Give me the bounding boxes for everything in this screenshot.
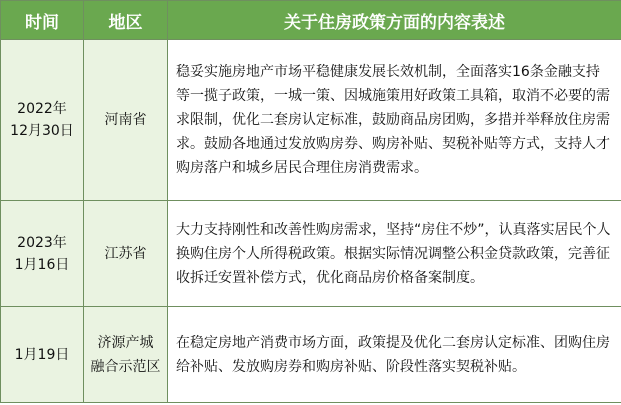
time-line: 12月30日 bbox=[10, 123, 74, 139]
time-cell bbox=[1, 201, 84, 307]
table-row bbox=[1, 307, 621, 403]
content-cell bbox=[168, 307, 621, 403]
time-line: 1月19日 bbox=[14, 346, 70, 363]
region-line: 河南省 bbox=[104, 112, 147, 128]
time-line: 2023年 bbox=[17, 234, 67, 251]
region-cell bbox=[84, 201, 168, 307]
region-line: 济源产城 bbox=[97, 334, 154, 351]
table-row bbox=[1, 201, 621, 307]
content-cell bbox=[168, 201, 621, 307]
region-cell bbox=[84, 40, 168, 201]
content-text: 稳妥实施房地产市场平稳健康发展长效机制，全面落实16条金融支持等一揽子政策，一城一策、因城施策用好政策工具箱，取消不必要的需求限制，优化二套房认定标准，鼓励商品房团购，多措并举释放住房需求。鼓励各地通过发放购房券、购房补贴、契税补贴等方式，支持人才购房落户和城乡居民合理住房消费需求。 bbox=[176, 64, 610, 176]
content-cell bbox=[168, 40, 621, 201]
content-text: 在稳定房地产消费市场方面，政策提及优化二套房认定标准、团购住房给补贴、发放购房券和购房补贴、阶段性落实契税补贴。 bbox=[176, 334, 610, 375]
time-line: 1月16日 bbox=[14, 256, 70, 273]
header-row bbox=[1, 1, 621, 40]
content-text: 大力支持刚性和改善性购房需求，坚持“房住不炒”，认真落实居民个人换购住房个人所得税政策。根据实际情况调整公积金贷款政策，完善征收拆迁安置补偿方式，优化商品房价格备案制度。 bbox=[176, 221, 611, 286]
region-line: 江苏省 bbox=[104, 245, 147, 262]
table-row bbox=[1, 40, 621, 201]
header-content: 关于住房政策方面的内容表述 bbox=[168, 1, 621, 40]
time-line: 2022年 bbox=[17, 101, 67, 117]
header-time: 时间 bbox=[1, 1, 84, 40]
time-cell bbox=[1, 40, 84, 201]
time-cell bbox=[1, 307, 84, 403]
header-region: 地区 bbox=[84, 1, 168, 40]
region-line: 融合示范区 bbox=[90, 358, 161, 375]
region-cell bbox=[84, 307, 168, 403]
